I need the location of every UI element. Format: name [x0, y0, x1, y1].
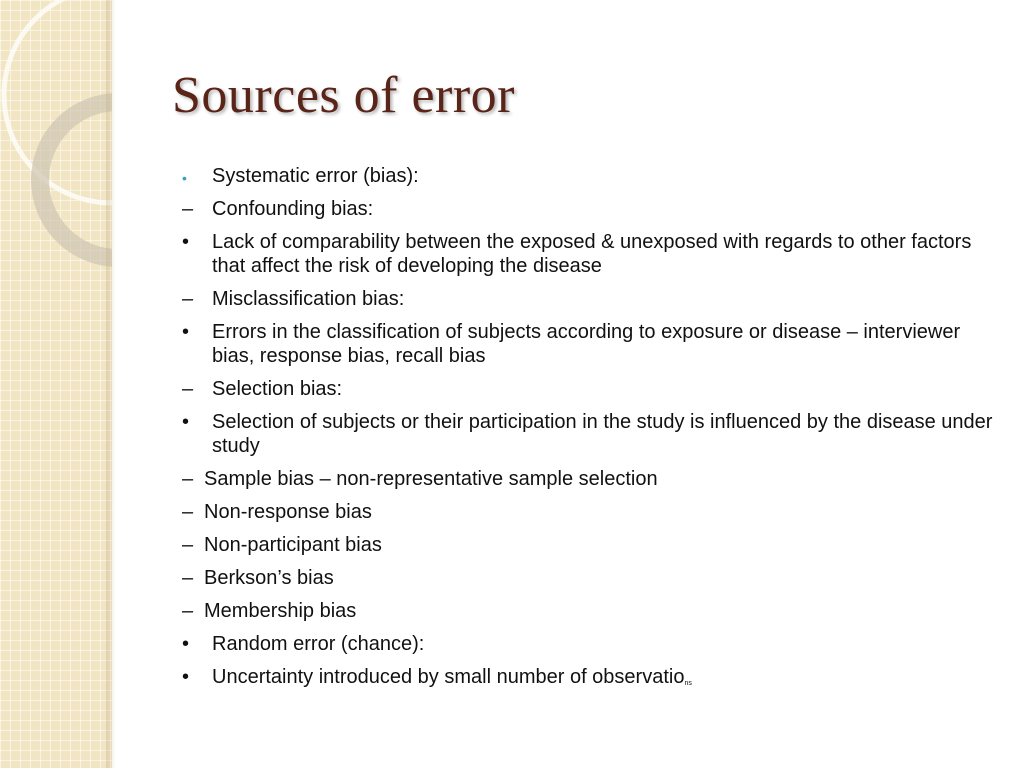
list-item-small-suffix: ns [684, 680, 692, 687]
dash-icon: – [182, 567, 194, 589]
list-item-text: Errors in the classification of subjects according to exposure or disease – interviewer bias, response bias, recall bias [212, 321, 961, 367]
dash-icon: – [182, 468, 194, 490]
band-shadow [106, 0, 116, 768]
list-item-text: Membership bias [204, 600, 357, 622]
list-item [182, 533, 1002, 557]
bullet-icon: • [182, 411, 190, 433]
list-item-text: Non-response bias [204, 501, 372, 523]
bullet-icon: • [182, 633, 190, 655]
list-item-text [212, 665, 1002, 696]
list-item [182, 599, 1002, 623]
list-item-text: Lack of comparability between the exposed & unexposed with regards to other factors that affect the risk of developing the disease [212, 231, 972, 277]
list-item [182, 566, 1002, 590]
list-item-text: Selection bias: [212, 378, 343, 400]
list-item-text: Berkson’s bias [204, 567, 334, 589]
list-item-main-text: Uncertainty introduced by small number of observatio [212, 666, 685, 688]
bullet-icon: • [182, 170, 187, 186]
list-item-text: Confounding bias: [212, 198, 374, 220]
list-item-text: Random error (chance): [212, 633, 425, 655]
list-item [182, 197, 1002, 221]
decorative-side-band [0, 0, 112, 768]
list-item-text: Systematic error (bias): [212, 165, 419, 187]
list-item-text: Sample bias – non-representative sample selection [204, 468, 658, 490]
bullet-icon: • [182, 231, 190, 253]
list-item-text: Non-participant bias [204, 534, 382, 556]
dash-icon: – [182, 600, 194, 622]
list-item [182, 230, 1002, 278]
list-item [182, 164, 1002, 188]
list-item [182, 287, 1002, 311]
slide-content [182, 164, 1002, 688]
list-item [182, 467, 1002, 491]
dash-icon: – [182, 534, 194, 556]
dash-icon: – [182, 198, 194, 220]
dash-icon: – [182, 288, 194, 310]
decorative-circles [0, 0, 112, 260]
slide-title: Sources of error [172, 67, 515, 124]
list-item [182, 410, 1002, 458]
list-item [182, 632, 1002, 656]
list-item [182, 320, 1002, 368]
dash-icon: – [182, 378, 194, 400]
list-item-text: Misclassification bias: [212, 288, 405, 310]
list-item [182, 377, 1002, 401]
list-item [182, 500, 1002, 524]
bullet-icon: • [182, 666, 190, 688]
bullet-icon: • [182, 321, 190, 343]
dash-icon: – [182, 501, 194, 523]
list-item [182, 665, 1002, 696]
list-item-text: Selection of subjects or their participation in the study is influenced by the disease under study [212, 411, 993, 457]
